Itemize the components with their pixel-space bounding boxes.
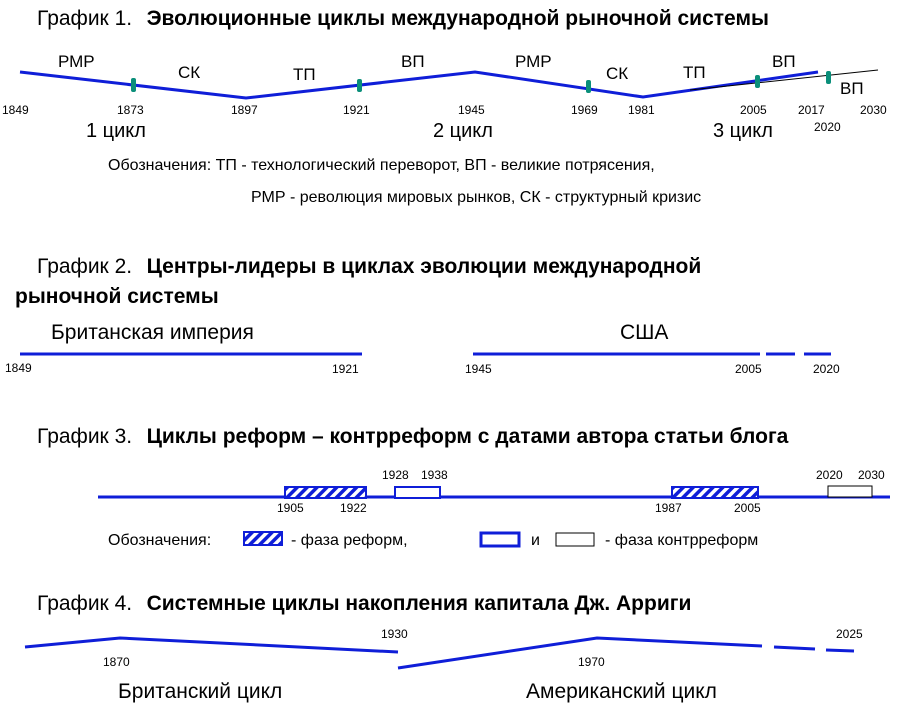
chart1-year-label: 2017 — [798, 103, 825, 117]
legend-counterreform-forecast-swatch — [556, 533, 594, 546]
chart1-marker-1873 — [131, 78, 136, 92]
chart2-title — [37, 255, 701, 278]
chart4-year-label: 2025 — [836, 627, 863, 641]
chart2-title-prefix: График 2. — [37, 255, 133, 278]
chart3-reform-phase — [672, 487, 758, 498]
chart4-year-label: 1870 — [103, 655, 130, 669]
chart3-title-bold: Циклы реформ – контрреформ с датами автора статьи блога — [146, 425, 789, 448]
chart1-phase-label: СК — [606, 64, 629, 83]
chart3-title-prefix: График 3. — [37, 425, 133, 448]
chart1-year-label: 1873 — [117, 103, 144, 117]
chart1-cycle-label: 3 цикл — [713, 120, 773, 142]
chart4-title-prefix: График 4. — [37, 592, 133, 615]
chart4-forecast-dash — [826, 650, 854, 651]
chart3-year-label: 1922 — [340, 501, 367, 515]
chart2-leader-label: США — [620, 321, 669, 344]
chart1-phase-label: ВП — [401, 52, 425, 71]
legend-counterreform-swatch — [481, 533, 519, 546]
legend-reform-swatch — [244, 532, 282, 545]
chart1-phase-label: РМР — [515, 52, 552, 71]
chart3-year-label: 1928 — [382, 468, 409, 482]
chart4-cycle-label: Американский цикл — [526, 680, 717, 703]
chart3-legend-prefix: Обозначения: — [108, 532, 212, 549]
chart1-title-bold: Эволюционные циклы международной рыночной системы — [146, 7, 769, 30]
chart1-group — [2, 7, 887, 206]
chart3-group — [37, 425, 890, 549]
chart1-phase-label: РМР — [58, 52, 95, 71]
chart3-legend-counter: - фаза контрреформ — [605, 532, 759, 549]
chart1-phase-label: ВП — [772, 52, 796, 71]
chart2-year-label: 1849 — [5, 361, 32, 375]
chart3-year-label: 1987 — [655, 501, 682, 515]
chart2-year-label: 2005 — [735, 362, 762, 376]
chart1-legend-line1: Обозначения: ТП - технологический переворот, ВП - великие потрясения, — [108, 157, 655, 174]
chart2-title-bold: Центры-лидеры в циклах эволюции международной — [146, 255, 702, 278]
chart1-year-label: 2005 — [740, 103, 767, 117]
chart1-title-prefix: График 1. — [37, 7, 133, 30]
chart1-marker-1969 — [586, 80, 591, 93]
chart1-marker-1921 — [357, 79, 362, 92]
chart4-year-label: 1970 — [578, 655, 605, 669]
chart2-leader-label: Британская империя — [51, 321, 254, 344]
chart1-year-label: 1897 — [231, 103, 258, 117]
chart1-year-label: 1921 — [343, 103, 370, 117]
chart3-year-label: 1905 — [277, 501, 304, 515]
chart4-forecast-dash — [774, 647, 815, 649]
chart3-reform-phase — [285, 487, 366, 498]
chart1-title — [37, 7, 769, 30]
chart1-year-label: 1945 — [458, 103, 485, 117]
chart1-phase-label: СК — [178, 63, 201, 82]
chart1-year-label: 1849 — [2, 103, 29, 117]
chart3-title — [37, 425, 789, 448]
chart2-year-label: 1945 — [465, 362, 492, 376]
chart1-phase-label: ТП — [683, 63, 706, 82]
chart1-year-label: 1969 — [571, 103, 598, 117]
chart3-counterreform-forecast — [828, 486, 872, 497]
chart1-year-label: 2020 — [814, 120, 841, 134]
chart4-year-label: 1930 — [381, 627, 408, 641]
chart4-cycle-label: Британский цикл — [118, 680, 283, 703]
chart3-year-label: 2005 — [734, 501, 761, 515]
chart1-legend-line2: РМР - революция мировых рынков, СК - структурный кризис — [251, 189, 702, 206]
chart1-phase-label: ТП — [293, 65, 316, 84]
chart1-year-label: 1981 — [628, 103, 655, 117]
chart3-year-label: 1938 — [421, 468, 448, 482]
chart4-title-bold: Системные циклы накопления капитала Дж. Арриги — [146, 592, 692, 615]
chart3-counterreform-phase — [395, 487, 440, 498]
chart4-title — [37, 592, 691, 615]
chart3-legend-and: и — [531, 532, 540, 549]
chart1-year-label: 2030 — [860, 103, 887, 117]
chart3-legend-reform: - фаза реформ, — [291, 532, 408, 549]
chart1-cycle-label: 2 цикл — [433, 120, 493, 142]
chart4-british-cycle-line — [25, 638, 398, 652]
chart4-group — [25, 592, 863, 703]
chart2-year-label: 1921 — [332, 362, 359, 376]
chart2-year-label: 2020 — [813, 362, 840, 376]
chart2-title-line2: рыночной системы — [15, 285, 219, 308]
chart1-marker-2020 — [826, 71, 831, 84]
chart1-marker-2005 — [755, 75, 760, 88]
chart3-year-label: 2020 — [816, 468, 843, 482]
chart1-phase-label: ВП — [840, 79, 864, 98]
chart1-cycle-label: 1 цикл — [86, 120, 146, 142]
chart3-year-label: 2030 — [858, 468, 885, 482]
chart2-group — [5, 255, 840, 376]
